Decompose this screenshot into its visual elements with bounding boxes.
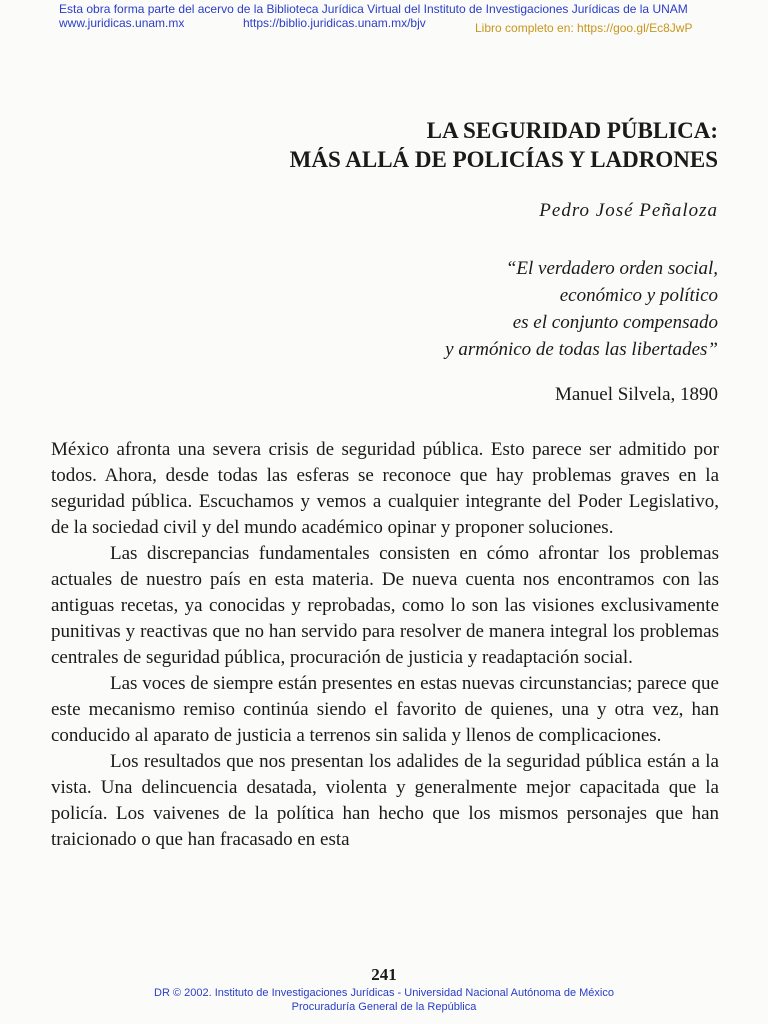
epigraph-line: es el conjunto compensado: [512, 312, 718, 333]
epigraph-line: y armónico de todas las libertades”: [445, 339, 718, 360]
banner-notice: Esta obra forma parte del acervo de la Biblioteca Jurídica Virtual del Instituto de Investigaciones Jurídicas de la UNAM: [59, 2, 688, 16]
epigraph-line: “El verdadero orden social,: [505, 258, 718, 279]
banner-full-book-link[interactable]: Libro completo en: https://goo.gl/Ec8JwP: [475, 21, 693, 35]
banner-link-juridicas[interactable]: www.juridicas.unam.mx: [59, 16, 185, 30]
footer-publisher: Procuraduría General de la República: [291, 1001, 477, 1013]
footer-copyright: DR © 2002. Instituto de Investigaciones Jurídicas - Universidad Nacional Autónoma de México: [154, 987, 614, 999]
footer: [0, 986, 768, 1014]
epigraph-line: económico y político: [559, 285, 718, 306]
page-number: 241: [371, 965, 397, 984]
epigraph: [445, 255, 718, 363]
chapter-title: [290, 116, 718, 174]
paragraph: Las discrepancias fundamentales consisten en cómo afrontar los problemas actuales de nuestro país en esta materia. De nueva cuenta nos encontramos con las antiguas recetas, ya conocidas y reprobadas, como lo son las visiones exclusivamente punitivas y reactivas que no han servido para resolver de manera integral los problemas centrales de seguridad pública, procuración de justicia y readaptación social.: [51, 543, 719, 668]
banner-link-biblio[interactable]: https://biblio.juridicas.unam.mx/bjv: [243, 16, 426, 30]
body-text: [51, 437, 719, 853]
epigraph-attribution: Manuel Silvela, 1890: [554, 384, 718, 405]
author-name: Pedro José Peñaloza: [539, 200, 718, 221]
paragraph: México afronta una severa crisis de seguridad pública. Esto parece ser admitido por todos. Ahora, desde todas las esferas se reconoce que hay problemas graves en la seguridad pública. Escuchamos y vemos a cualquier integrante del Poder Legislativo, de la sociedad civil y del mundo académico opinar y proponer soluciones.: [51, 439, 719, 538]
paragraph: Las voces de siempre están presentes en estas nuevas circunstancias; parece que este mecanismo remiso continúa siendo el favorito de quienes, una y otra vez, han conducido al aparato de justicia a terrenos sin salida y llenos de complicaciones.: [51, 673, 719, 746]
chapter-title-line-1: LA SEGURIDAD PÚBLICA:: [426, 118, 718, 143]
chapter-title-line-2: MÁS ALLÁ DE POLICÍAS Y LADRONES: [289, 147, 718, 172]
paragraph: Los resultados que nos presentan los adalides de la seguridad pública están a la vista. Una delincuencia desatada, violenta y generalmente mejor capacitada que la policía. Los vaivenes de la política han hecho que los mismos personajes que han traicionado o que han fracasado en esta: [51, 751, 719, 850]
